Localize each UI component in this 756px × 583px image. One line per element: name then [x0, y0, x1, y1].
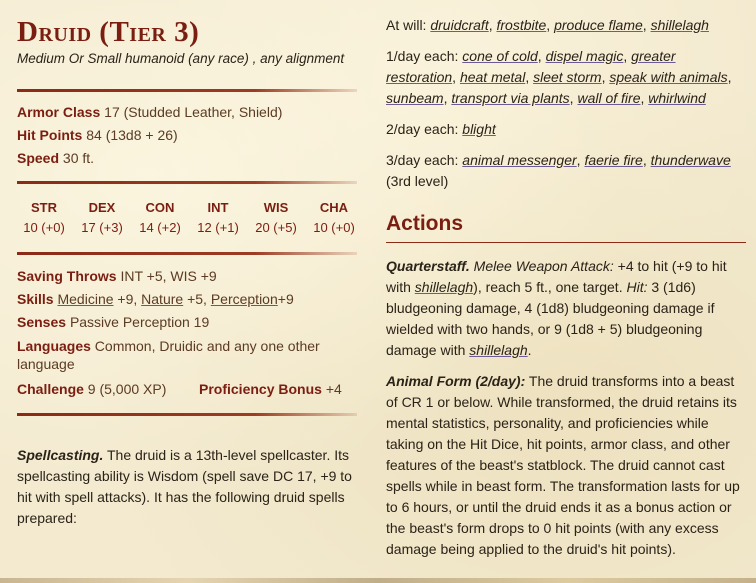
skill-perception-link[interactable]: Perception: [210, 291, 278, 307]
languages: Languages Common, Druidic and any one other language: [17, 338, 320, 372]
action-animal-form: Animal Form (2/day): The druid transforms into a beast of CR 1 or below. While transformed, the druid retains its mental statistics, personality, and proficiencies while taking on the Hit Dice, hit points, armor class, and other features of the beast's statblock. The druid cannot cast spells while in beast form. The transformation lasts for up to 6 hours, or until the druid ends it as a bonus action or the beast's form drops to 0 hit points (with any excess damage being applied to the druid's hit points).: [386, 373, 740, 557]
ability-wis: WIS 20 (+5): [255, 200, 297, 235]
action-name: Animal Form (2/day):: [386, 373, 526, 389]
divider: [386, 242, 746, 243]
speed: Speed 30 ft.: [17, 150, 95, 166]
skill-medicine-link[interactable]: Medicine: [57, 291, 114, 307]
senses: Senses Passive Perception 19: [17, 314, 210, 330]
spell-link[interactable]: shillelagh: [469, 342, 528, 358]
spell-link[interactable]: druidcraft: [430, 17, 489, 33]
challenge-row: [17, 378, 357, 401]
spell-link[interactable]: sunbeam: [386, 90, 444, 106]
spell-link[interactable]: whirlwind: [648, 90, 706, 106]
spell-link[interactable]: shillelagh: [414, 279, 474, 295]
action-name: Quarterstaff.: [386, 258, 470, 274]
spell-link[interactable]: dispel magic: [545, 48, 624, 64]
core-stats: [17, 101, 357, 170]
ability-dex: DEX 17 (+3): [81, 200, 123, 235]
spells-2-day: 2/day each: blight: [386, 121, 496, 137]
ability-cha: CHA 10 (+0): [313, 200, 355, 235]
skill-nature-link[interactable]: Nature: [141, 291, 184, 307]
spell-link[interactable]: faerie fire: [584, 152, 643, 168]
spell-link[interactable]: produce flame: [554, 17, 643, 33]
divider: [17, 252, 357, 255]
challenge: Challenge 9 (5,000 XP): [17, 381, 167, 397]
ability-str: STR 10 (+0): [23, 200, 65, 235]
spell-link[interactable]: wall of fire: [577, 90, 641, 106]
spell-link[interactable]: greater restoration: [386, 48, 676, 85]
spell-link[interactable]: animal messenger: [462, 152, 577, 168]
proficiency-bonus: Proficiency Bonus +4: [199, 381, 342, 397]
spell-link[interactable]: shillelagh: [650, 17, 709, 33]
page-edge: [0, 578, 756, 583]
ability-con: CON 14 (+2): [139, 200, 181, 235]
spell-link[interactable]: transport via plants: [451, 90, 570, 106]
action-quarterstaff: Quarterstaff. Melee Weapon Attack: +4 to hit (+9 to hit with shillelagh), reach 5 ft., one target. Hit: 3 (1d6) bludgeoning damage, 4 (1d8) bludgeoning damage if wielded with two hands, or 9 (1d8 + 5) bludgeoning damage with shillelagh.: [386, 258, 727, 358]
spell-link[interactable]: thunderwave: [650, 152, 731, 168]
details: [17, 265, 357, 401]
saving-throws: Saving Throws INT +5, WIS +9: [17, 268, 217, 284]
right-column: [386, 0, 746, 560]
divider: [17, 413, 357, 416]
left-column: [17, 0, 357, 529]
trait-name: Spellcasting.: [17, 447, 104, 463]
spells-at-will: At will: druidcraft, frostbite, produce flame, shillelagh: [386, 17, 709, 33]
page-title: Druid (Tier 3): [17, 16, 200, 48]
spell-link[interactable]: speak with animals: [609, 69, 728, 85]
spell-link[interactable]: frostbite: [496, 17, 547, 33]
spell-link[interactable]: blight: [462, 121, 496, 137]
spells-1-day: 1/day each: cone of cold, dispel magic, greater restoration, heat metal, sleet storm, speak with animals, sunbeam, transport via plants, wall of fire, whirlwind: [386, 48, 732, 106]
spells-3-day: 3/day each: animal messenger, faerie fire, thunderwave (3rd level): [386, 152, 731, 189]
actions-heading: Actions: [386, 212, 464, 235]
creature-subtitle: Medium Or Small humanoid (any race) , any alignment: [17, 51, 345, 66]
divider: [17, 89, 357, 92]
armor-class: Armor Class 17 (Studded Leather, Shield): [17, 104, 283, 120]
divider: [17, 181, 357, 184]
hit-points: Hit Points 84 (13d8 + 26): [17, 127, 178, 143]
spell-link[interactable]: sleet storm: [533, 69, 602, 85]
spell-link[interactable]: heat metal: [459, 69, 526, 85]
spell-link[interactable]: cone of cold: [462, 48, 538, 64]
ability-int: INT 12 (+1): [197, 200, 239, 235]
skills: Skills Medicine +9, Nature +5, Perception+9: [17, 291, 294, 307]
ability-scores: [15, 199, 363, 239]
spellcasting-trait: Spellcasting. The druid is a 13th-level spellcaster. Its spellcasting ability is Wisdom (spell save DC 17, +9 to hit with spell attacks). It has the following druid spells prepared:: [17, 447, 352, 526]
